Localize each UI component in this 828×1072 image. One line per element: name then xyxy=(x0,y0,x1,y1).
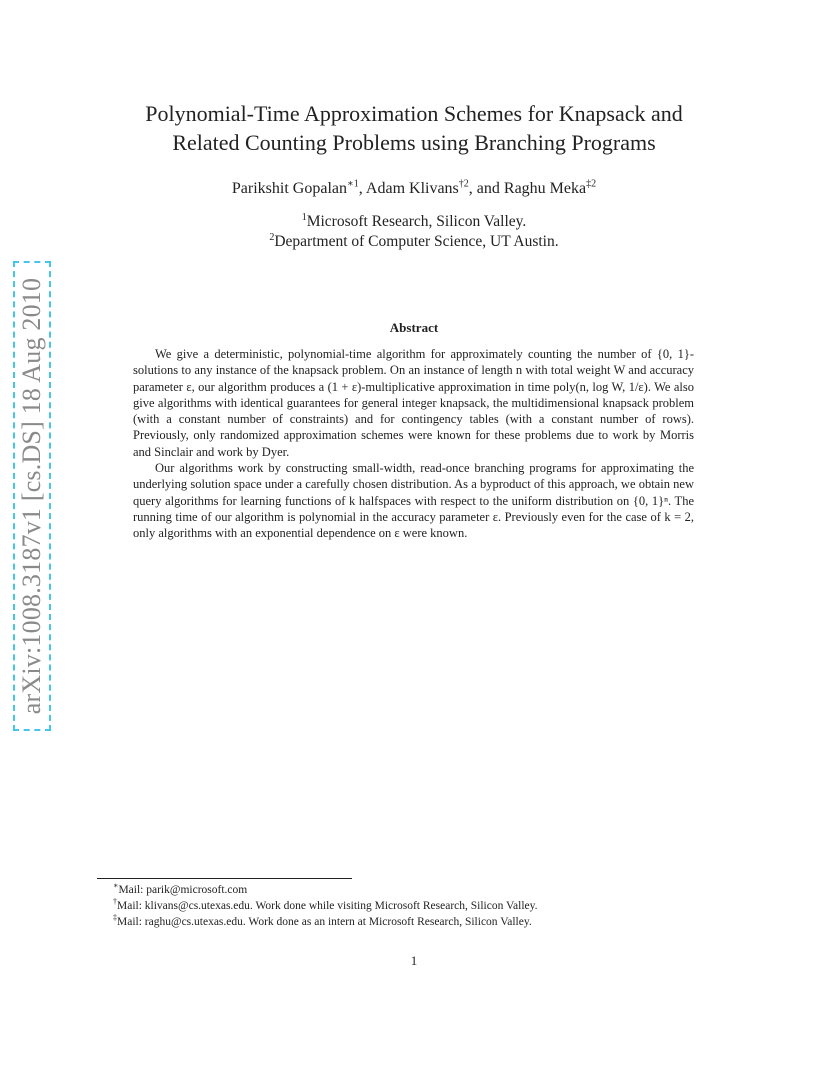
author-footnote-mark: ‡2 xyxy=(586,178,597,190)
footnote-text: Mail: klivans@cs.utexas.edu. Work done while visiting Microsoft Research, Silicon Valley. xyxy=(117,900,538,912)
author-name: Adam Klivans xyxy=(365,180,459,197)
abstract-body xyxy=(133,346,694,542)
title-line-2: Related Counting Problems using Branching Programs xyxy=(172,130,656,155)
footnote-text: Mail: parik@microsoft.com xyxy=(118,884,248,896)
affiliation-text: Microsoft Research, Silicon Valley. xyxy=(306,213,527,230)
footnote-mark: ∗ xyxy=(113,881,119,891)
abstract-paragraph: Our algorithms work by constructing small-width, read-once branching programs for approximating the underlying solution space under a carefully chosen distribution. As a byproduct of this approach, we obtain new query algorithms for learning functions of k halfspaces with respect to the uniform distribution on {0, 1}ⁿ. The running time of our algorithm is polynomial in the accuracy parameter ε. Previously even for the case of k = 2, only algorithms with an exponential dependence on ε were known. xyxy=(133,461,694,541)
page-number: 1 xyxy=(410,953,418,968)
author-footnote-mark: ∗1 xyxy=(346,178,359,190)
footnote-mark: ‡ xyxy=(113,913,117,923)
footnote-text: Mail: raghu@cs.utexas.edu. Work done as an intern at Microsoft Research, Silicon Valley. xyxy=(117,916,532,928)
affiliation-text: Department of Computer Science, UT Austin. xyxy=(274,233,559,250)
author-name: Raghu Meka xyxy=(503,180,587,197)
affiliation xyxy=(60,232,768,252)
footnote xyxy=(113,882,713,898)
footnote-mark: † xyxy=(113,897,117,907)
affiliation-number: 1 xyxy=(301,211,307,223)
footnote-list xyxy=(113,882,713,930)
abstract-paragraph: We give a deterministic, polynomial-time algorithm for approximately counting the number of {0, 1}-solutions to any instance of the knapsack problem. On an instance of length n with total weight W and accuracy parameter ε, our algorithm produces a (1 + ε)-multiplicative approximation in time poly(n, log W, 1/ε). We also give algorithms with identical guarantees for general integer knapsack, the multidimensional knapsack problem (with a constant number of constraints) and for contingency tables (with a constant number of rows). Previously, only randomized approximation schemes were known for these problems due to work by Morris and Sinclair and work by Dyer. xyxy=(133,347,694,459)
footnote xyxy=(113,898,713,914)
footnote xyxy=(113,914,713,930)
arxiv-stamp xyxy=(13,261,51,731)
author-separator: , xyxy=(358,180,366,197)
arxiv-identifier: arXiv:1008.3187v1 [cs.DS] 18 Aug 2010 xyxy=(17,277,46,715)
paper-title xyxy=(60,99,768,157)
affiliation-list xyxy=(60,212,768,252)
author-footnote-mark: †2 xyxy=(458,178,469,190)
author-name: Parikshit Gopalan xyxy=(231,180,347,197)
abstract-heading: Abstract xyxy=(389,320,439,335)
footnote-divider xyxy=(97,878,352,879)
affiliation xyxy=(60,212,768,232)
author-separator: , and xyxy=(468,180,504,197)
affiliation-number: 2 xyxy=(269,231,275,243)
title-line-1: Polynomial-Time Approximation Schemes for Knapsack and xyxy=(145,101,683,126)
author-list xyxy=(60,179,768,199)
